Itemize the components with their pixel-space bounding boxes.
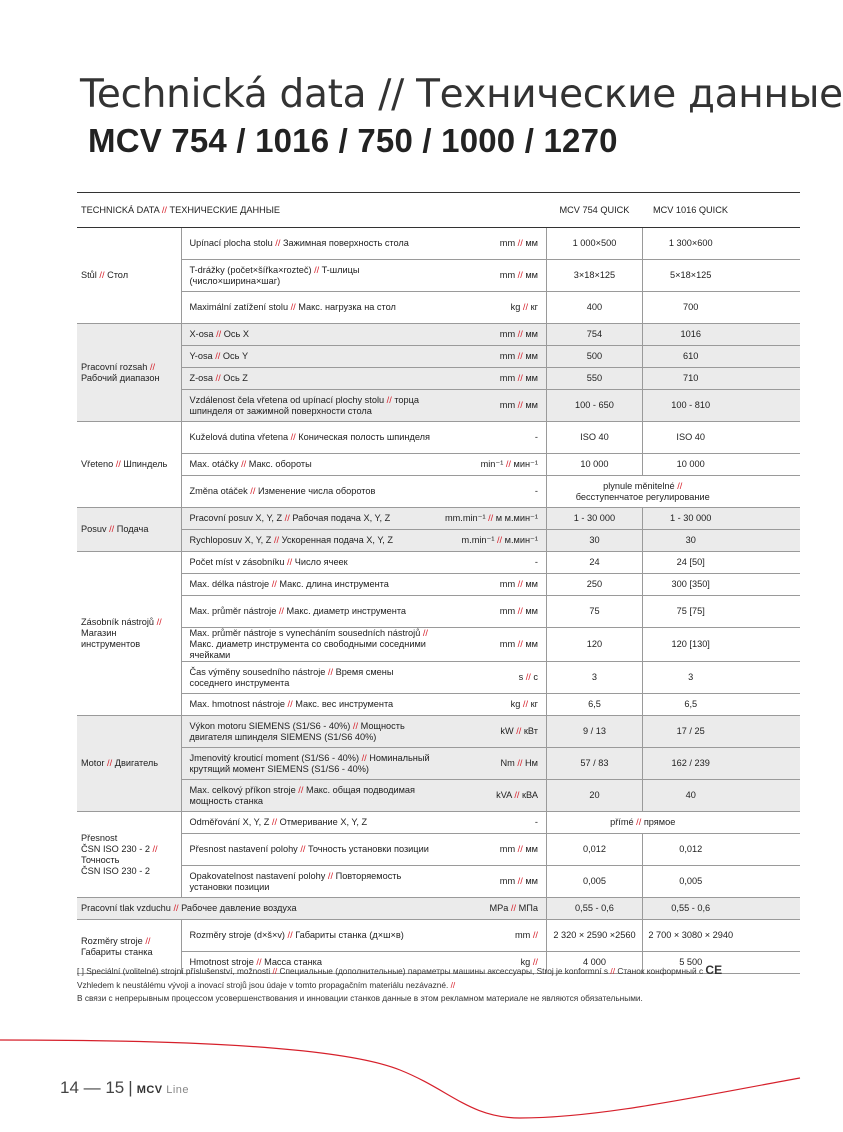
decorative-red-curve-icon [0, 1000, 800, 1132]
value-mcv754: 3 [546, 662, 642, 694]
unit: - [441, 476, 546, 508]
param-label: Pracovní tlak vzduchu // Рабочее давление воздуха [77, 898, 441, 920]
value-mcv754: 75 [546, 596, 642, 628]
value-mcv754: 3×18×125 [546, 260, 642, 292]
value-mcv1016: 700 [642, 292, 738, 324]
value-mcv754: 0,012 [546, 834, 642, 866]
table-row [77, 662, 800, 694]
group-label: Posuv // Подача [77, 508, 181, 552]
value-mcv754: 400 [546, 292, 642, 324]
table-row [77, 716, 800, 748]
param-label: X-osa // Ось X [181, 324, 441, 346]
value-mcv754: 6,5 [546, 694, 642, 716]
value-mcv754: 250 [546, 574, 642, 596]
value-mcv1016: 162 / 239 [642, 748, 738, 780]
value-mcv754: ISO 40 [546, 422, 642, 454]
value-mcv1016: 30 [642, 530, 738, 552]
param-label: Změna otáček // Изменение числа оборотов [181, 476, 441, 508]
header-col-mcv1016: MCV 1016 QUICK [642, 193, 738, 228]
page-subtitle: MCV 754 / 1016 / 750 / 1000 / 1270 [88, 122, 618, 159]
param-label: Jmenovitý krouticí moment (S1/S6 - 40%) // Номинальный крутящий момент SIEMENS (S1/S6 - 40%) [181, 748, 441, 780]
param-label: Max. hmotnost nástroje // Макс. вес инструмента [181, 694, 441, 716]
unit: s // с [441, 662, 546, 694]
header-col-mcv754: MCV 754 QUICK [546, 193, 642, 228]
table-row [77, 920, 800, 952]
unit: mm.min⁻¹ // м м.мин⁻¹ [441, 508, 546, 530]
spec-table [77, 192, 800, 974]
value-mcv754: 24 [546, 552, 642, 574]
param-label: Upínací plocha stolu // Зажимная поверхность стола [181, 228, 441, 260]
value-mcv1016: 0,005 [642, 866, 738, 898]
value-merged: plynule měnitelné // бесступенчатое регулирование [546, 476, 738, 508]
value-mcv1016: 40 [642, 780, 738, 812]
title-separator: // [378, 72, 404, 117]
table-row [77, 292, 800, 324]
value-mcv754: 0,55 - 0,6 [546, 898, 642, 920]
table-row [77, 834, 800, 866]
table-row [77, 228, 800, 260]
value-mcv1016: 300 [350] [642, 574, 738, 596]
value-mcv754: 20 [546, 780, 642, 812]
value-mcv754: 754 [546, 324, 642, 346]
table-row [77, 422, 800, 454]
unit: kg // [441, 952, 546, 974]
page-numbers: 14 — 15 [60, 1078, 125, 1097]
table-row [77, 866, 800, 898]
value-mcv1016: 6,5 [642, 694, 738, 716]
header-label: TECHNICKÁ DATA // ТЕХНИЧЕСКИЕ ДАННЫЕ [77, 193, 546, 228]
unit: kg // кг [441, 292, 546, 324]
table-row [77, 476, 800, 508]
param-label: Pracovní posuv X, Y, Z // Рабочая подача X, Y, Z [181, 508, 441, 530]
group-label: Stůl // Стол [77, 228, 181, 324]
value-mcv754: 2 320 × 2590 ×2560 [546, 920, 642, 952]
value-mcv1016: 710 [642, 368, 738, 390]
param-label: Počet míst v zásobníku // Число ячеек [181, 552, 441, 574]
table-row [77, 508, 800, 530]
unit: kg // кг [441, 694, 546, 716]
value-mcv754: 4 000 [546, 952, 642, 974]
unit: mm // мм [441, 260, 546, 292]
unit: mm // мм [441, 368, 546, 390]
value-mcv754: 57 / 83 [546, 748, 642, 780]
unit: - [441, 812, 546, 834]
value-mcv754: 120 [546, 628, 642, 662]
unit: - [441, 552, 546, 574]
value-mcv1016: 120 [130] [642, 628, 738, 662]
ce-mark-icon: CE [705, 963, 723, 977]
param-label: Max. celkový příkon stroje // Макс. общая подводимая мощность станка [181, 780, 441, 812]
table-row [77, 454, 800, 476]
unit: mm // мм [441, 596, 546, 628]
value-mcv1016: 5 500 [642, 952, 738, 974]
value-mcv754: 1 - 30 000 [546, 508, 642, 530]
value-mcv1016: 2 700 × 3080 × 2940 [642, 920, 738, 952]
param-label: Hmotnost stroje // Масса станка [181, 952, 441, 974]
param-label: Čas výměny sousedního nástroje // Время смены соседнего инструмента [181, 662, 441, 694]
param-label: Výkon motoru SIEMENS (S1/S6 - 40%) // Мощность двигателя шпинделя SIEMENS (S1/S6 40%) [181, 716, 441, 748]
value-mcv754: 550 [546, 368, 642, 390]
value-mcv754: 10 000 [546, 454, 642, 476]
unit: MPa // МПа [441, 898, 546, 920]
table-row [77, 596, 800, 628]
unit: kVA // кВА [441, 780, 546, 812]
unit: - [441, 422, 546, 454]
param-label: Rozměry stroje (d×š×v) // Габариты станка (д×ш×в) [181, 920, 441, 952]
param-label: Z-osa // Ось Z [181, 368, 441, 390]
value-merged: přímé // прямое [546, 812, 738, 834]
group-label: Vřeteno // Шпиндель [77, 422, 181, 508]
unit: m.min⁻¹ // м.мин⁻¹ [441, 530, 546, 552]
unit: mm // мм [441, 834, 546, 866]
param-label: Rychloposuv X, Y, Z // Ускоренная подача X, Y, Z [181, 530, 441, 552]
value-mcv754: 30 [546, 530, 642, 552]
unit: min⁻¹ // мин⁻¹ [441, 454, 546, 476]
note-disclaimer-ru: В связи с непрерывным процессом усовершенствования и инновации станков данные в этом рекламном материале не являются обязательными. [77, 993, 643, 1003]
value-mcv1016: 0,55 - 0,6 [642, 898, 738, 920]
table-row [77, 812, 800, 834]
unit: mm // мм [441, 574, 546, 596]
param-label: Max. otáčky // Макс. обороты [181, 454, 441, 476]
unit: mm // мм [441, 866, 546, 898]
group-label: Zásobník nástrojů // Магазин инструментов [77, 552, 181, 716]
value-mcv1016: 1 - 30 000 [642, 508, 738, 530]
title-ru: Технические данные [416, 72, 843, 117]
page-title [80, 72, 843, 117]
param-label: T-drážky (počet×šířka×rozteč) // T-шлицы (число×ширина×шаг) [181, 260, 441, 292]
param-label: Přesnost nastavení polohy // Точность установки позиции [181, 834, 441, 866]
param-label: Max. průměr nástroje // Макс. диаметр инструмента [181, 596, 441, 628]
brand-logo: MCV Line [136, 1084, 189, 1096]
table-row [77, 694, 800, 716]
group-label: Rozměry stroje // Габариты станка [77, 920, 181, 974]
group-label: Motor // Двигатель [77, 716, 181, 812]
param-label: Max. průměr nástroje s vynecháním sousedních nástrojů // Макс. диаметр инструмента со свободными соседними ячейками [181, 628, 441, 662]
group-label: Pracovní rozsah // Рабочий диапазон [77, 324, 181, 422]
table-row [77, 260, 800, 292]
param-label: Max. délka nástroje // Макс. длина инструмента [181, 574, 441, 596]
page-footer: 14 — 15 | MCV Line [60, 1078, 189, 1097]
value-mcv1016: 5×18×125 [642, 260, 738, 292]
table-row [77, 780, 800, 812]
value-mcv1016: 0,012 [642, 834, 738, 866]
value-mcv1016: 1 300×600 [642, 228, 738, 260]
table-row [77, 574, 800, 596]
value-mcv1016: 17 / 25 [642, 716, 738, 748]
param-label: Kuželová dutina vřetena // Коническая полость шпинделя [181, 422, 441, 454]
value-mcv754: 1 000×500 [546, 228, 642, 260]
value-mcv1016: ISO 40 [642, 422, 738, 454]
unit: mm // мм [441, 346, 546, 368]
param-label: Y-osa // Ось Y [181, 346, 441, 368]
value-mcv754: 100 - 650 [546, 390, 642, 422]
table-row [77, 368, 800, 390]
param-label: Maximální zatížení stolu // Макс. нагрузка на стол [181, 292, 441, 324]
value-mcv1016: 3 [642, 662, 738, 694]
table-row [77, 324, 800, 346]
unit: mm // мм [441, 324, 546, 346]
table-row [77, 898, 800, 920]
value-mcv1016: 1016 [642, 324, 738, 346]
table-row [77, 530, 800, 552]
unit: kW // кВт [441, 716, 546, 748]
table-row [77, 390, 800, 422]
note-accessories: [ ] Speciální (volitelné) strojní příslušenství, možnosti // Специальные (дополнительные) параметры машины аксессуары, Stroj je konformní s // Станок конформный с CE [77, 963, 723, 977]
table-header [77, 193, 800, 228]
param-label: Vzdálenost čela vřetena od upínací plochy stolu // торца шпинделя от зажимной поверхности стола [181, 390, 441, 422]
param-label: Odměřování X, Y, Z // Отмеривание X, Y, Z [181, 812, 441, 834]
group-label: Přesnost ČSN ISO 230 - 2 // Точность ČSN ISO 230 - 2 [77, 812, 181, 898]
unit: mm // мм [441, 628, 546, 662]
table-row [77, 346, 800, 368]
title-cz: Technická data [80, 72, 367, 117]
unit: Nm // Нм [441, 748, 546, 780]
value-mcv1016: 24 [50] [642, 552, 738, 574]
value-mcv1016: 610 [642, 346, 738, 368]
table-row [77, 552, 800, 574]
value-mcv754: 0,005 [546, 866, 642, 898]
value-mcv754: 9 / 13 [546, 716, 642, 748]
table-row [77, 628, 800, 662]
unit: mm // мм [441, 228, 546, 260]
unit: mm // [441, 920, 546, 952]
unit: mm // мм [441, 390, 546, 422]
value-mcv1016: 100 - 810 [642, 390, 738, 422]
note-disclaimer-cz: Vzhledem k neustálému vývoji a inovací strojů jsou údaje v tomto propagačním materiálu nezávazné. // [77, 979, 456, 990]
param-label: Opakovatelnost nastavení polohy // Повторяемость установки позиции [181, 866, 441, 898]
table-row [77, 748, 800, 780]
value-mcv1016: 75 [75] [642, 596, 738, 628]
value-mcv754: 500 [546, 346, 642, 368]
value-mcv1016: 10 000 [642, 454, 738, 476]
